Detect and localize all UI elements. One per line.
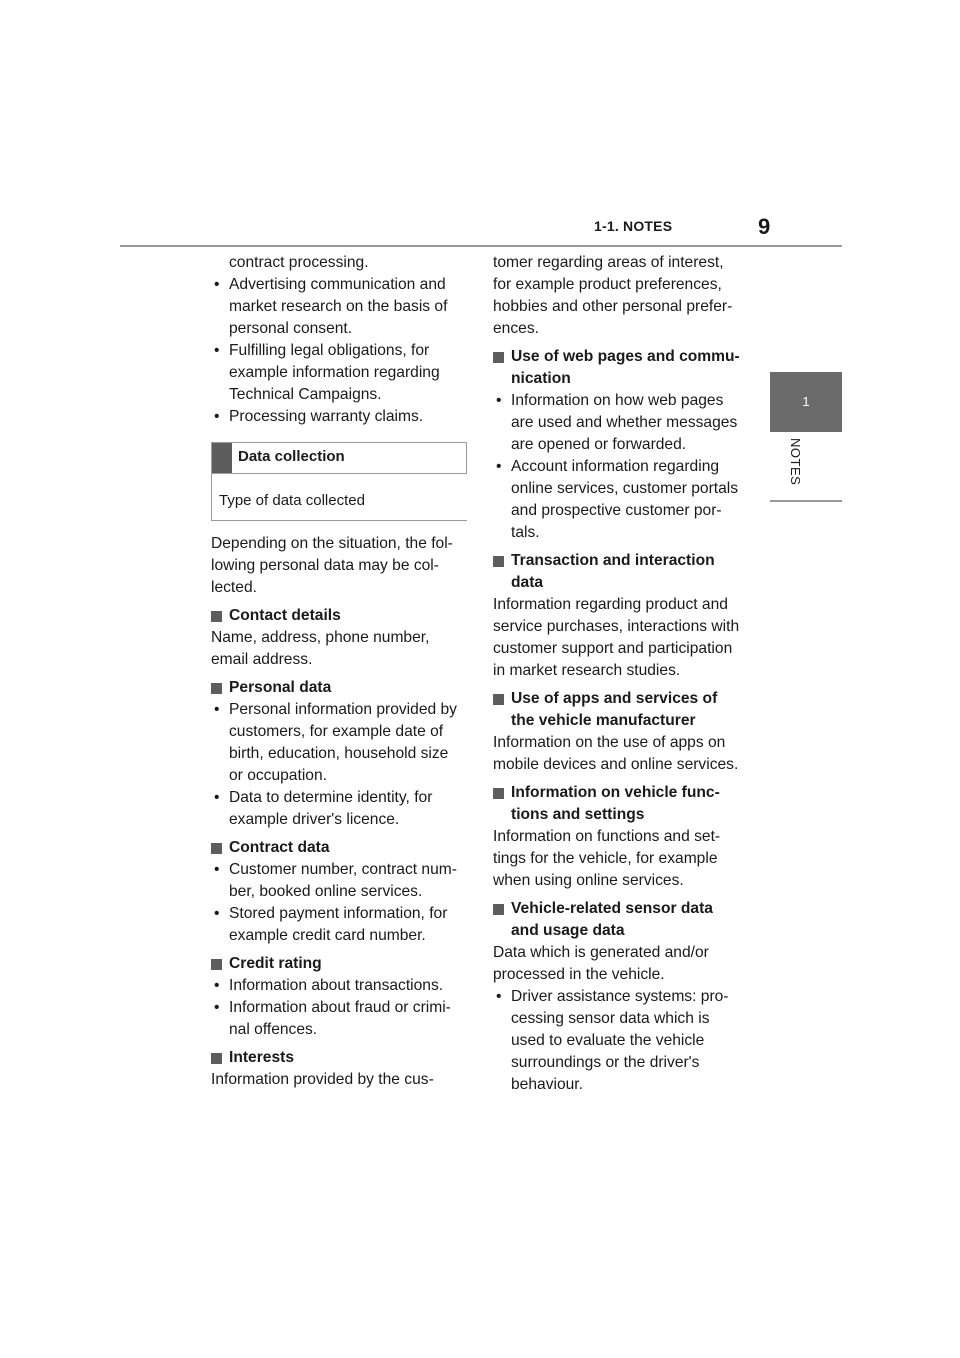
- right-column: [493, 252, 753, 1102]
- functions-paragraph-line: Information on functions and set-: [493, 828, 721, 845]
- section-personal-data-text: Personal data: [229, 679, 332, 696]
- bullet-item: cessing sensor data which is: [511, 1010, 710, 1027]
- bullet-item: nal offences.: [229, 1021, 318, 1038]
- section-web-pages-text: nication: [511, 370, 571, 387]
- bullet-item: • Data to determine identity, for: [211, 787, 473, 809]
- bullet-item: • Information on how web pages: [493, 390, 753, 412]
- interests-continued-line: tomer regarding areas of interest,: [493, 254, 724, 271]
- bullet-item: contract processing.: [229, 254, 369, 271]
- apps-paragraph: [493, 732, 753, 776]
- chapter-tab-number: 1: [802, 394, 810, 409]
- bullet-item: example information regarding: [229, 364, 440, 381]
- transaction-paragraph-line: service purchases, interactions with: [493, 618, 740, 635]
- section-apps: [493, 688, 753, 732]
- page-number: 9: [758, 214, 771, 239]
- bullet-item: birth, education, household size: [229, 745, 449, 762]
- transaction-paragraph-line: Information regarding product and: [493, 596, 728, 613]
- bullet-item: • Processing warranty claims.: [211, 406, 473, 428]
- data-collection-title: Data collection: [238, 448, 345, 465]
- interests-paragraph: [211, 1069, 473, 1091]
- section-web-pages: [493, 346, 753, 390]
- transaction-paragraph-line: customer support and participation: [493, 640, 733, 657]
- section-contract-data-text: Contract data: [229, 839, 330, 856]
- contact-paragraph: [211, 627, 473, 671]
- bullet-item: • Customer number, contract num-: [211, 859, 473, 881]
- apps-paragraph-line: Information on the use of apps on: [493, 734, 726, 751]
- depending-paragraph-line: lected.: [211, 579, 257, 596]
- bullet-item: personal consent.: [229, 320, 353, 337]
- section-vehicle-functions: [493, 782, 753, 826]
- transaction-paragraph-line: in market research studies.: [493, 662, 681, 679]
- sensor-paragraph: [493, 942, 753, 986]
- section-interests-text: Interests: [229, 1049, 295, 1066]
- bullet-item: or occupation.: [229, 767, 327, 784]
- bullet-item: • Advertising communication and: [211, 274, 473, 296]
- functions-paragraph-line: tings for the vehicle, for example: [493, 850, 718, 867]
- right-sections: [493, 252, 753, 1096]
- section-square-icon: [211, 683, 222, 694]
- section-credit-rating-text: Credit rating: [229, 955, 322, 972]
- section-vehicle-functions-text: tions and settings: [511, 806, 645, 823]
- intro-list: [211, 252, 473, 428]
- chapter-tab-divider: [770, 500, 842, 502]
- section-apps-text: Use of apps and services of: [511, 690, 718, 707]
- section-square-icon: [493, 556, 504, 567]
- bullet-item: Technical Campaigns.: [229, 386, 382, 403]
- functions-paragraph: [493, 826, 753, 892]
- section-credit-rating: [211, 953, 473, 975]
- section-square-icon: [493, 904, 504, 915]
- section-personal-data: [211, 677, 473, 699]
- data-collection-box: [211, 442, 467, 521]
- bullet-item: • Driver assistance systems: pro-: [493, 986, 753, 1008]
- section-sensor-data-text: and usage data: [511, 922, 625, 939]
- bullet-item: are used and whether messages: [511, 414, 738, 431]
- bullet-item: ber, booked online services.: [229, 883, 423, 900]
- bullet-item: example driver's licence.: [229, 811, 400, 828]
- bullet-item: online services, customer portals: [511, 480, 739, 497]
- depending-paragraph-line: lowing personal data may be col-: [211, 557, 439, 574]
- data-collection-header: [211, 442, 467, 474]
- sensor-paragraph-line: Data which is generated and/or: [493, 944, 709, 961]
- contact-paragraph-line: email address.: [211, 651, 313, 668]
- bullet-item: customers, for example date of: [229, 723, 444, 740]
- section-square-icon: [211, 959, 222, 970]
- section-contact-details-text: Contact details: [229, 607, 341, 624]
- section-square-icon: [493, 788, 504, 799]
- section-square-icon: [211, 611, 222, 622]
- section-interests: [211, 1047, 473, 1069]
- bullet-item: surroundings or the driver's: [511, 1054, 700, 1071]
- data-collection-marker: [212, 443, 232, 473]
- interests-continued-line: ences.: [493, 320, 539, 337]
- depending-paragraph: [211, 533, 473, 599]
- sensor-paragraph-line: processed in the vehicle.: [493, 966, 665, 983]
- apps-paragraph-line: mobile devices and online services.: [493, 756, 739, 773]
- section-contact-details: [211, 605, 473, 627]
- section-square-icon: [211, 1053, 222, 1064]
- section-vehicle-functions-text: Information on vehicle func-: [511, 784, 720, 801]
- personal-list: [211, 699, 473, 831]
- sensor-list: [493, 986, 753, 1096]
- section-title: 1-1. NOTES: [594, 218, 673, 234]
- bullet-item: are opened or forwarded.: [511, 436, 687, 453]
- bullet-item: • Stored payment information, for: [211, 903, 473, 925]
- bullet-item: example credit card number.: [229, 927, 426, 944]
- section-sensor-data-text: Vehicle-related sensor data: [511, 900, 713, 917]
- contract-list: [211, 859, 473, 947]
- section-transaction-text: data: [511, 574, 544, 591]
- transaction-paragraph: [493, 594, 753, 682]
- bullet-item: • Account information regarding: [493, 456, 753, 478]
- section-contract-data: [211, 837, 473, 859]
- bullet-item: • Information about transactions.: [211, 975, 473, 997]
- bullet-item: and prospective customer por-: [511, 502, 722, 519]
- data-collection-body: [211, 474, 467, 521]
- chapter-tab-label-text: NOTES: [788, 438, 803, 486]
- section-square-icon: [211, 843, 222, 854]
- header-divider: [120, 245, 842, 247]
- bullet-item: used to evaluate the vehicle: [511, 1032, 705, 1049]
- section-square-icon: [493, 694, 504, 705]
- section-transaction-text: Transaction and interaction: [511, 552, 715, 569]
- depending-paragraph-line: Depending on the situation, the fol-: [211, 535, 453, 552]
- left-sections: [211, 533, 473, 1091]
- bullet-item: • Fulfilling legal obligations, for: [211, 340, 473, 362]
- section-sensor-data: [493, 898, 753, 942]
- bullet-item: market research on the basis of: [229, 298, 448, 315]
- credit-list: [211, 975, 473, 1041]
- bullet-item: tals.: [511, 524, 540, 541]
- chapter-tab-label: [783, 438, 805, 498]
- interests-continued-line: for example product preferences,: [493, 276, 722, 293]
- bullet-item: behaviour.: [511, 1076, 583, 1093]
- contact-paragraph-line: Name, address, phone number,: [211, 629, 430, 646]
- data-collection-subtitle: Type of data collected: [219, 492, 365, 509]
- section-transaction: [493, 550, 753, 594]
- section-square-icon: [493, 352, 504, 363]
- interests-continued: [493, 252, 753, 340]
- interests-continued-line: hobbies and other personal prefer-: [493, 298, 733, 315]
- section-web-pages-text: Use of web pages and commu-: [511, 348, 740, 365]
- web-list: [493, 390, 753, 544]
- bullet-item: • Information about fraud or crimi-: [211, 997, 473, 1019]
- interests-paragraph-line: Information provided by the cus-: [211, 1071, 434, 1088]
- section-apps-text: the vehicle manufacturer: [511, 712, 696, 729]
- bullet-item: • Personal information provided by: [211, 699, 473, 721]
- left-column: [211, 252, 473, 1097]
- functions-paragraph-line: when using online services.: [493, 872, 684, 889]
